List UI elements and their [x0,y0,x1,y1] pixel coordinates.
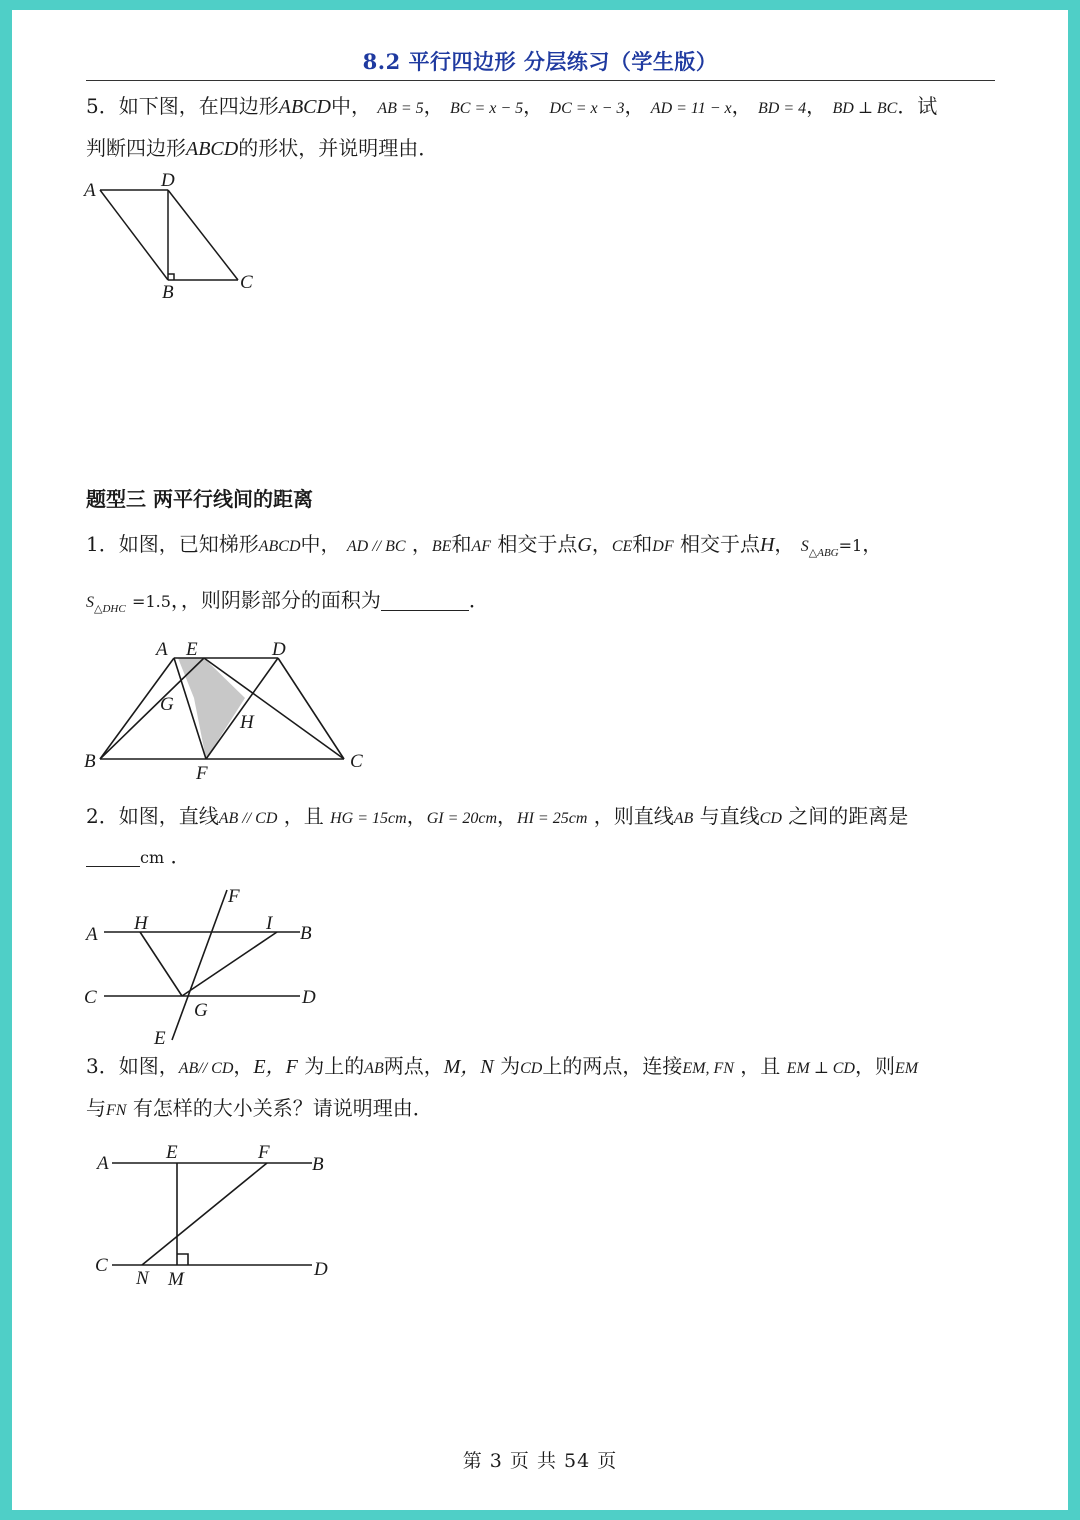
q5-figure [82,170,272,305]
q1-label-G: G [160,694,174,715]
q1-label-H: H [240,712,254,733]
q1-line-1: 1．如图，已知梯形ABCD中， AD // BC ，BE和AF 相交于点G，CE和DF 相交于点H， $S_{\triangle ABG}=1$， [86,532,883,559]
q3-label-E: E [166,1142,178,1163]
q2-label-H: H [134,913,148,934]
q2-number: 2． [86,804,119,828]
q5-label-C: C [240,272,253,293]
q5-line-2: 判断四边形ABCD的形状，并说明理由． [86,136,439,160]
q2-label-E: E [154,1028,166,1049]
q1-number: 1． [86,532,119,556]
q2-label-I: I [266,913,273,934]
q1-label-A: A [156,639,168,660]
q2-label-D: D [302,987,316,1008]
q2-line-2: cm ． [86,843,996,871]
q3-label-M: M [168,1269,184,1290]
q2-figure [82,880,352,1050]
q2-line-1: 2．如图，直线AB // CD ，且 HG = 15cm，GI = 20cm，HI = 25cm ，则直线AB 与直线CD 之间的距离是 [86,804,909,828]
q2-label-C: C [84,987,97,1008]
q5-line-1: 5．如下图，在四边形ABCD中， AB = 5， BC = x − 5， DC = x − 3， AD = 11 − x， BD = 4， BD ⊥ BC．试 [86,94,938,118]
q1-label-F: F [196,763,208,784]
q3-line-1: 3．如图，AB// CD，E，F 为上的AB两点，M，N 为CD上的两点，连接EM, FN ，且 EM ⊥ CD，则EM [86,1054,919,1078]
page-footer: 第 3 页 共 54 页 [462,1450,618,1472]
q5-number: 5． [86,94,119,118]
q1-label-B: B [84,751,96,772]
q3-label-C: C [95,1255,108,1276]
q5-label-D: D [161,170,175,191]
q1-figure [82,635,382,785]
q1-label-C: C [350,751,363,772]
q3-line-2: 与FN 有怎样的大小关系？请说明理由． [86,1096,433,1120]
q2-label-B: B [300,923,312,944]
q3-label-N: N [136,1268,149,1289]
q2-label-G: G [194,1000,208,1021]
q3-number: 3． [86,1054,119,1078]
q2-answer-blank[interactable] [86,846,140,867]
section-title: 题型三 两平行线间的距离 [86,487,313,511]
q3-figure [92,1138,352,1298]
q1-label-E: E [186,639,198,660]
q3-label-A: A [97,1153,109,1174]
q1-line-2: $S_{\triangle DHC} =1.5$，，则阴影部分的面积为 ． [86,588,489,615]
q1-label-D: D [272,639,286,660]
header-divider [86,80,995,81]
q3-label-F: F [258,1142,270,1163]
page-header-title: 8.2 平行四边形 分层练习（学生版） [362,49,718,74]
q2-label-A: A [86,924,98,945]
page [12,10,1068,1510]
q3-label-D: D [314,1259,328,1280]
q5-label-A: A [84,180,96,201]
q3-label-B: B [312,1154,324,1175]
q1-answer-blank[interactable] [381,590,469,611]
q5-label-B: B [162,282,174,303]
q2-label-F: F [228,886,240,907]
